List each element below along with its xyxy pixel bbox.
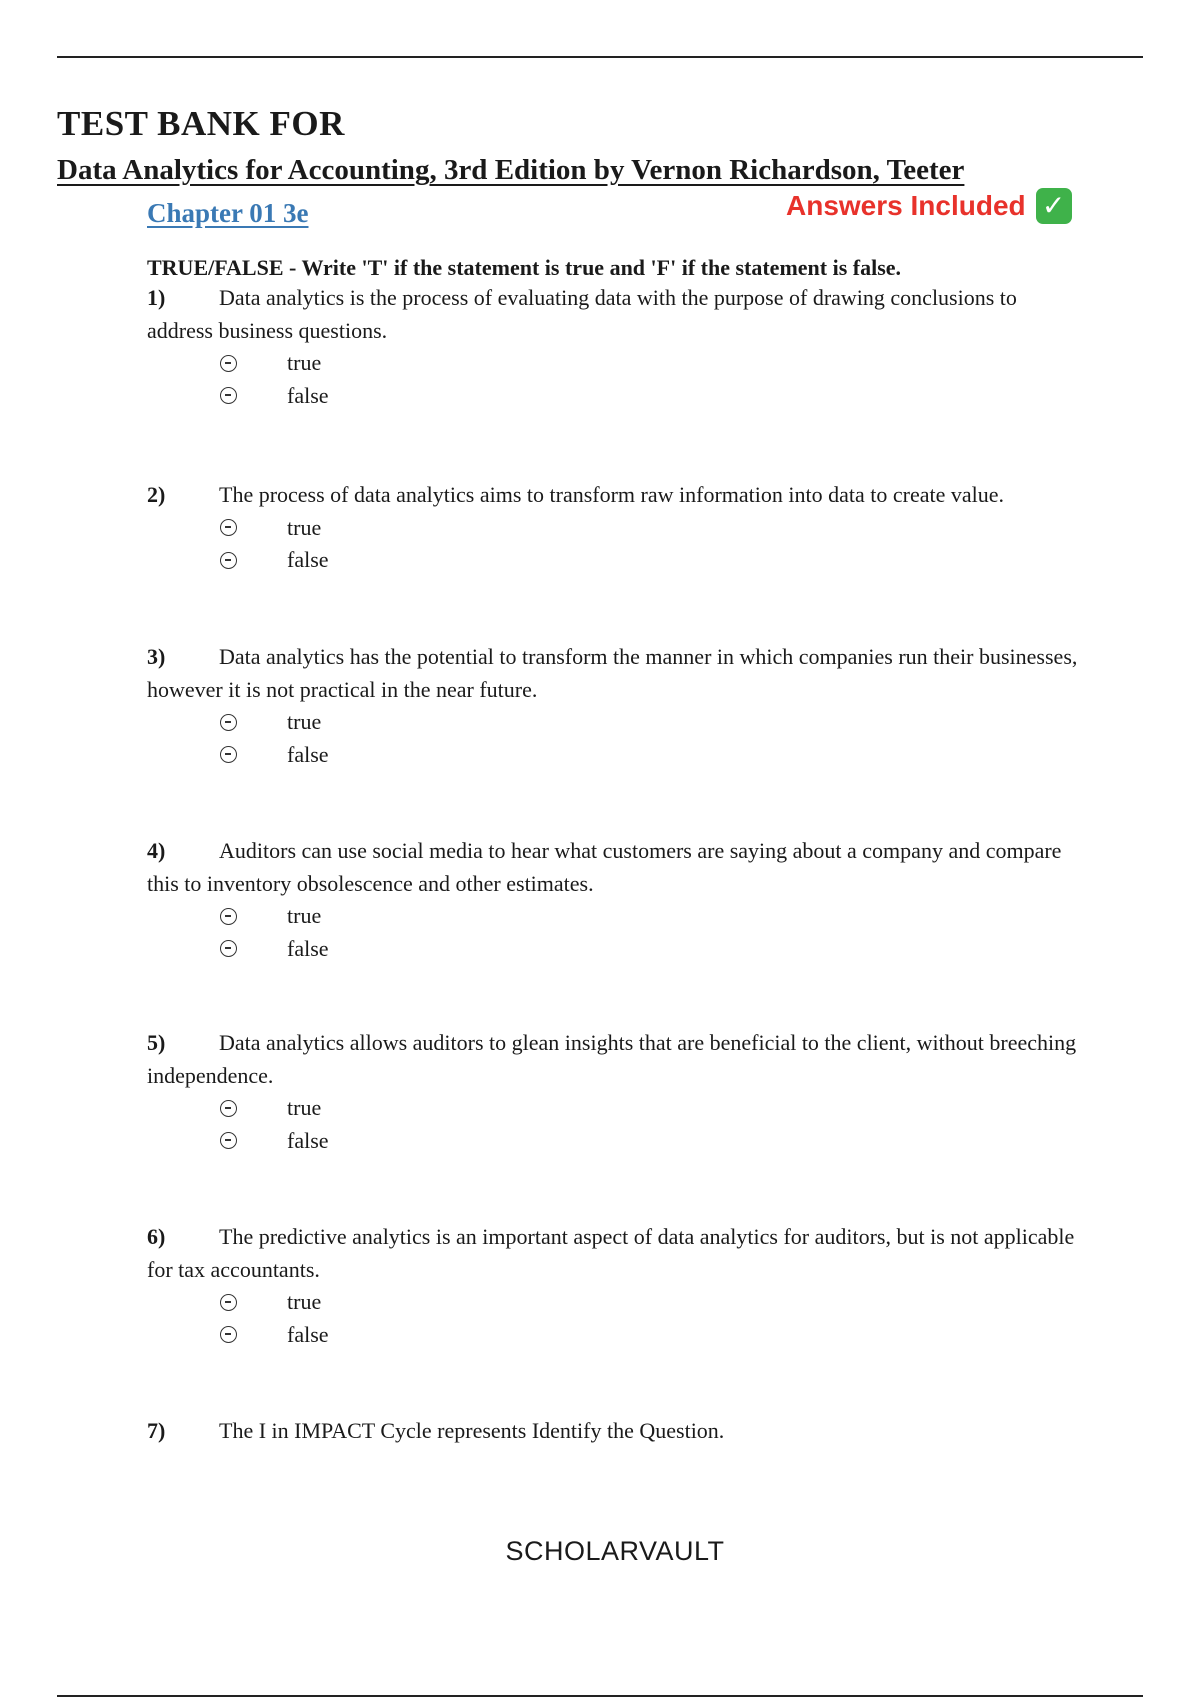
radio-button-icon[interactable] (220, 746, 237, 763)
radio-button-icon[interactable] (220, 940, 237, 957)
question-3 (147, 641, 1087, 771)
option-label: true (287, 1095, 322, 1120)
question-text: Auditors can use social media to hear what customers are saying about a company and compare this to inventory obsolescence and other estimates. (147, 838, 1062, 896)
question-number: 3) (147, 644, 166, 669)
option-label: true (287, 903, 322, 928)
option-false[interactable] (219, 1319, 1087, 1352)
option-label: false (287, 547, 329, 572)
check-mark-icon: ✓ (1036, 188, 1072, 224)
question-text: Data analytics has the potential to transform the manner in which companies run their businesses, however it is not practical in the near future. (147, 644, 1078, 702)
option-label: true (287, 1289, 322, 1314)
book-title: Data Analytics for Accounting, 3rd Edition by Vernon Richardson, Teeter (57, 154, 965, 186)
question-number: 1) (147, 285, 166, 310)
question-6 (147, 1221, 1087, 1351)
question-text: The predictive analytics is an important aspect of data analytics for auditors, but is not applicable for tax accountants. (147, 1224, 1075, 1282)
question-4 (147, 835, 1087, 965)
question-number: 2) (147, 482, 166, 507)
question-number: 7) (147, 1418, 166, 1443)
answers-included-label: Answers Included (786, 190, 1026, 221)
option-true[interactable] (219, 1286, 1087, 1319)
option-false[interactable] (219, 1125, 1087, 1158)
option-true[interactable] (219, 900, 1087, 933)
option-false[interactable] (219, 739, 1087, 772)
question-number: 5) (147, 1030, 166, 1055)
option-true[interactable] (219, 1092, 1087, 1125)
option-true[interactable] (219, 347, 1087, 380)
radio-button-icon[interactable] (220, 355, 237, 372)
radio-button-icon[interactable] (220, 714, 237, 731)
option-label: false (287, 741, 329, 767)
instructions: TRUE/FALSE - Write 'T' if the statement is true and 'F' if the statement is false. (147, 255, 902, 280)
question-text: Data analytics allows auditors to glean insights that are beneficial to the client, without breeching independence. (147, 1030, 1077, 1088)
radio-button-icon[interactable] (220, 1132, 237, 1149)
bottom-rule (57, 1695, 1143, 1697)
option-label: true (287, 709, 322, 734)
footer-brand: SCHOLARVAULT (505, 1536, 725, 1566)
radio-button-icon[interactable] (220, 1100, 237, 1117)
radio-button-icon[interactable] (220, 1326, 237, 1343)
question-text: The process of data analytics aims to transform raw information into data to create value. (219, 482, 1004, 507)
question-text: Data analytics is the process of evaluating data with the purpose of drawing conclusions to address business questions. (147, 285, 1017, 343)
chapter-link[interactable]: Chapter 01 3e (147, 198, 309, 228)
radio-button-icon[interactable] (220, 908, 237, 925)
answers-included-badge (786, 188, 1072, 224)
top-rule (57, 56, 1143, 58)
option-label: false (287, 935, 329, 961)
option-false[interactable] (219, 933, 1087, 966)
question-2 (147, 479, 1147, 577)
option-false[interactable] (219, 544, 1147, 577)
option-label: true (287, 350, 322, 375)
radio-button-icon[interactable] (220, 552, 237, 569)
document-heading: TEST BANK FOR (57, 104, 345, 143)
question-number: 6) (147, 1224, 166, 1249)
radio-button-icon[interactable] (220, 519, 237, 536)
option-false[interactable] (219, 380, 1087, 413)
option-true[interactable] (219, 512, 1147, 545)
question-1 (147, 282, 1087, 412)
question-number: 4) (147, 838, 166, 863)
option-label: true (287, 514, 322, 540)
option-true[interactable] (219, 706, 1087, 739)
radio-button-icon[interactable] (220, 1294, 237, 1311)
question-7 (147, 1415, 1087, 1448)
option-label: false (287, 1321, 329, 1347)
option-label: false (287, 1127, 329, 1153)
radio-button-icon[interactable] (220, 387, 237, 404)
option-label: false (287, 382, 329, 408)
question-5 (147, 1027, 1087, 1157)
question-text: The I in IMPACT Cycle represents Identify the Question. (219, 1418, 725, 1443)
